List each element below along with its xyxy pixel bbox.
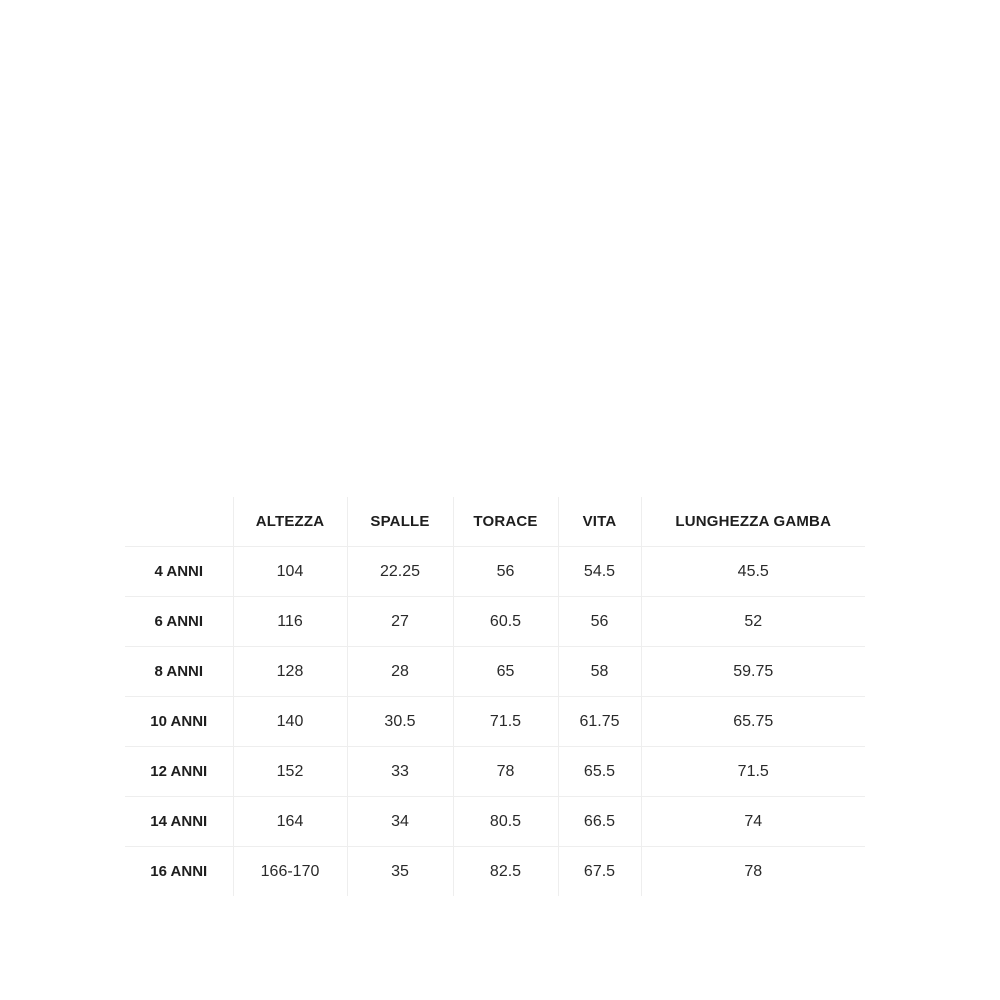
table-row	[125, 547, 865, 597]
column-header-torace: TORACE	[453, 497, 558, 547]
row-header-size: 16 ANNI	[125, 847, 233, 897]
cell-vita: 61.75	[558, 697, 641, 747]
cell-torace: 56	[453, 547, 558, 597]
size-chart-table	[125, 497, 865, 896]
cell-spalle: 33	[347, 747, 453, 797]
header-row	[125, 497, 865, 547]
cell-spalle: 34	[347, 797, 453, 847]
cell-altezza: 116	[233, 597, 347, 647]
cell-lunghezza-gamba: 74	[641, 797, 865, 847]
cell-lunghezza-gamba: 65.75	[641, 697, 865, 747]
cell-lunghezza-gamba: 52	[641, 597, 865, 647]
cell-vita: 66.5	[558, 797, 641, 847]
table-row	[125, 697, 865, 747]
cell-spalle: 30.5	[347, 697, 453, 747]
cell-vita: 65.5	[558, 747, 641, 797]
cell-vita: 58	[558, 647, 641, 697]
table-row	[125, 647, 865, 697]
table-row	[125, 747, 865, 797]
row-header-size: 4 ANNI	[125, 547, 233, 597]
cell-spalle: 28	[347, 647, 453, 697]
column-header-spalle: SPALLE	[347, 497, 453, 547]
table-row	[125, 797, 865, 847]
cell-torace: 60.5	[453, 597, 558, 647]
cell-altezza: 166-170	[233, 847, 347, 897]
row-header-size: 6 ANNI	[125, 597, 233, 647]
column-header-vita: VITA	[558, 497, 641, 547]
cell-vita: 67.5	[558, 847, 641, 897]
cell-torace: 65	[453, 647, 558, 697]
cell-lunghezza-gamba: 45.5	[641, 547, 865, 597]
cell-vita: 56	[558, 597, 641, 647]
cell-altezza: 140	[233, 697, 347, 747]
cell-lunghezza-gamba: 71.5	[641, 747, 865, 797]
cell-altezza: 152	[233, 747, 347, 797]
cell-altezza: 128	[233, 647, 347, 697]
cell-torace: 71.5	[453, 697, 558, 747]
cell-spalle: 35	[347, 847, 453, 897]
row-header-size: 12 ANNI	[125, 747, 233, 797]
cell-vita: 54.5	[558, 547, 641, 597]
cell-torace: 78	[453, 747, 558, 797]
cell-lunghezza-gamba: 78	[744, 862, 763, 880]
cell-altezza: 104	[233, 547, 347, 597]
corner-cell	[125, 497, 233, 547]
row-header-size: 10 ANNI	[125, 697, 233, 747]
row-header-size: 14 ANNI	[125, 797, 233, 847]
cell-spalle: 22.25	[347, 547, 453, 597]
row-header-size: 8 ANNI	[125, 647, 233, 697]
cell-lunghezza-gamba: 59.75	[641, 647, 865, 697]
cell-torace: 82.5	[453, 847, 558, 897]
table-row	[125, 847, 865, 897]
table-row	[125, 597, 865, 647]
column-header-altezza: ALTEZZA	[233, 497, 347, 547]
cell-spalle: 27	[347, 597, 453, 647]
cell-torace: 80.5	[453, 797, 558, 847]
column-header-lunghezza-gamba: LUNGHEZZA GAMBA	[641, 497, 865, 547]
cell-altezza: 164	[233, 797, 347, 847]
